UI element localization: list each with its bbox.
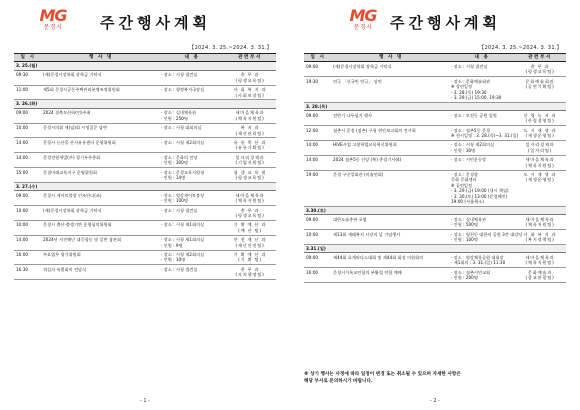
event-details xyxy=(450,77,514,103)
department-line: (일자리팀) xyxy=(527,147,553,153)
event-detail-line: · 장소 : 시청 접견실 xyxy=(161,207,198,213)
event-name: 문경시가톡교연합의 부활절 연합 예배 xyxy=(332,268,450,283)
day-label: 3. 27.(수) xyxy=(14,182,276,190)
event-detail-line: · 장소 : 시청 제2회의실 xyxy=(161,252,205,258)
event-name: (재)문경시장학회 장학금 기탁식 xyxy=(332,62,450,77)
event-time: 19:00 xyxy=(304,170,332,206)
day-label: 3. 28.(목) xyxy=(304,102,566,110)
department-line: 복 지 과 xyxy=(240,125,260,131)
department-line: 새마을체육과 xyxy=(235,110,265,116)
event-department xyxy=(224,220,276,235)
event-time: 10:00 xyxy=(14,206,42,221)
department-line: 문화예술회관 xyxy=(525,78,555,84)
column-header-dept: 관련부서 xyxy=(514,54,566,62)
event-detail-line: · 제1회의 : 3. 31.(일) 11:30 xyxy=(451,260,506,266)
event-detail-line: 19:00 (서울책소) xyxy=(451,199,484,205)
logo-mark: MG xyxy=(349,6,377,25)
event-details xyxy=(450,62,514,77)
department-line: 기 획 예 산 과 xyxy=(233,222,267,228)
event-department xyxy=(514,62,566,77)
event-detail-line: · 장소 : 영강체육공원 대회장 xyxy=(451,254,504,260)
event-name: 문경시 농산물 산지유통센터 운영위원회 xyxy=(42,138,160,153)
day-label: 3. 25.(월) xyxy=(14,62,276,70)
event-name: 연극 「신국민 연극」 상연 xyxy=(332,77,450,103)
schedule-row xyxy=(304,215,566,230)
department-line: (재난안전팀) xyxy=(235,242,265,248)
event-detail-line: · 장소 : 모전동 공원 일원 xyxy=(451,112,497,118)
event-detail-line: · 장소 : 시청 제1회의실 xyxy=(161,237,205,243)
day-header-row xyxy=(304,102,566,110)
schedule-row xyxy=(304,253,566,268)
event-department xyxy=(224,191,276,206)
event-detail-line: · 장소 : 문경향 xyxy=(451,172,478,177)
event-details xyxy=(160,168,224,183)
department-line: (평생교육팀) xyxy=(235,77,265,83)
event-time: 09:00 xyxy=(14,108,42,123)
table-header-row xyxy=(14,54,276,62)
event-detail-line: · 장소 : 문경교육지원청 xyxy=(161,169,205,175)
document-title: 주간행사계획 xyxy=(390,14,501,32)
event-detail-line: · 장소 : 시청 접견실 xyxy=(161,72,198,78)
logo-city-name: 문경시 xyxy=(43,24,63,31)
column-header-event: 행 사 명 xyxy=(42,54,160,62)
event-time: 19:30 xyxy=(304,77,332,103)
event-name: 점촌시 문경 (점촌) 구청 현안보고회의 전시회 xyxy=(332,126,450,141)
page-number: - 2 - xyxy=(430,398,440,404)
event-detail-line: · 인원 : 300명 xyxy=(161,160,188,166)
event-details xyxy=(450,155,514,170)
column-header-time: 일 시 xyxy=(304,54,332,62)
schedule-row xyxy=(14,123,276,138)
event-details xyxy=(160,191,224,206)
city-logo xyxy=(348,8,378,31)
department-line: 도 시 재 생 과 xyxy=(523,172,557,177)
event-name: 문경미래교육지구 운영위원회 xyxy=(42,168,160,183)
event-detail-line: · 장소 : 문화의 전당 xyxy=(161,154,198,160)
event-department xyxy=(514,155,566,170)
logo-city-name: 문경시 xyxy=(353,24,373,31)
schedule-row xyxy=(14,153,276,168)
event-department xyxy=(514,77,566,103)
event-details xyxy=(450,170,514,206)
event-details xyxy=(160,206,224,221)
department-line: 도 시 재 생 과 xyxy=(523,127,557,133)
event-department xyxy=(224,123,276,138)
department-line: 기 획 예 산 과 xyxy=(233,252,267,258)
event-detail-line: · 인원 : 10명 xyxy=(161,257,186,263)
event-detail-line: · 인원 : 30명 xyxy=(451,147,476,153)
schedule-row xyxy=(14,220,276,235)
page-2 xyxy=(290,0,580,410)
event-details xyxy=(160,235,224,250)
event-department xyxy=(514,140,566,155)
department-line: (기 획 팀) xyxy=(238,257,262,263)
column-header-event: 행 사 명 xyxy=(332,54,450,62)
schedule-row xyxy=(14,70,276,85)
event-details xyxy=(160,70,224,85)
day-header-row xyxy=(14,182,276,190)
day-label: 3. 26.(화) xyxy=(14,100,276,108)
department-line: 문화예술과 xyxy=(527,269,553,275)
event-detail-line: · 장소 : 시청 대회의실 xyxy=(161,125,202,131)
schedule-row xyxy=(304,170,566,206)
department-line: (체육지원팀) xyxy=(525,162,555,168)
event-details xyxy=(160,85,224,100)
column-header-time: 일 시 xyxy=(14,54,42,62)
event-detail-line: · 장소 : 실내체육관 xyxy=(451,216,487,222)
event-details xyxy=(160,108,224,123)
department-line: 사 회 복 지 과 xyxy=(523,231,557,237)
department-line: (자치행정팀) xyxy=(235,272,265,278)
event-name: HiVE사업 고향학업교육혁신위원회 xyxy=(332,140,450,155)
department-line: (평생교육팀) xyxy=(235,213,265,219)
schedule-table xyxy=(304,53,566,283)
department-line: 총 무 과 xyxy=(240,72,260,78)
date-range: 【2024. 3. 25.~2024. 3. 31.】 xyxy=(479,45,562,51)
department-line: 평 생 교 육 원 xyxy=(233,169,267,175)
event-department xyxy=(224,265,276,280)
event-detail-line: · 장소 : 시청 접견실 xyxy=(161,266,198,272)
department-line: 일자리경제과 xyxy=(525,142,555,148)
logo-mark: MG xyxy=(39,6,67,25)
event-name: 2024 점촌5동 신당 (북) 총괄기사(4) xyxy=(332,155,450,170)
event-detail-line: · 장소 : 시청 제2회의실 xyxy=(451,142,495,148)
event-name: 주요업무 평가위원회 xyxy=(42,250,160,265)
footnote-line: 해당 부서로 문의하시기 바랍니다. xyxy=(304,379,373,384)
schedule-row xyxy=(14,265,276,280)
event-time: 14:00 xyxy=(14,138,42,153)
event-detail-line: - 3. 29.(금) 19:00 (내시 책임) xyxy=(451,188,509,194)
department-line: 총 무 과 xyxy=(240,207,260,213)
event-detail-line: - 3. 28.(목) 19:30 xyxy=(451,89,487,95)
event-department xyxy=(514,126,566,141)
event-time: 16:00 xyxy=(14,250,42,265)
event-time: 14:00 xyxy=(14,235,42,250)
department-line: 사 회 복 지 과 xyxy=(233,87,267,93)
event-name: 제44회 호계바다스대회 및 제44회 회장 이원회의 xyxy=(332,253,450,268)
event-time: 14:00 xyxy=(14,153,42,168)
event-time: 16:30 xyxy=(14,265,42,280)
department-line: (사회보장팀) xyxy=(235,92,265,98)
footnote xyxy=(304,371,566,385)
department-line: 일자리경제과 xyxy=(235,154,265,160)
schedule-row xyxy=(304,111,566,126)
schedule-row xyxy=(14,191,276,206)
department-line: 총 무 과 xyxy=(530,63,550,69)
department-line: 안 전 재 난 과 xyxy=(233,237,267,243)
event-name: 전반기 나무심기 행사 xyxy=(332,111,450,126)
event-detail-line: · 장소 : 점촌시민교회 xyxy=(451,269,491,275)
department-line: 새마을체육과 xyxy=(525,157,555,163)
department-line: 새마을체육과 xyxy=(525,216,555,222)
schedule-row xyxy=(14,235,276,250)
event-time: 14:00 xyxy=(304,155,332,170)
event-detail-line: · 장소 : 점촌5동 문경 xyxy=(451,127,491,133)
event-name: 적십자 특별회비 전달식 xyxy=(42,265,160,280)
schedule-row xyxy=(14,206,276,221)
event-time: 16:00 xyxy=(304,268,332,283)
event-department xyxy=(224,206,276,221)
event-detail-line: · 장소 : 시청 제2회의실 xyxy=(161,139,205,145)
day-header-row xyxy=(304,206,566,214)
day-header-row xyxy=(14,62,276,70)
event-department xyxy=(514,111,566,126)
department-line: 새마을체육과 xyxy=(525,254,555,260)
event-time: 09:00 xyxy=(304,215,332,230)
event-name: (재)문경시장학회 장학금 기탁식 xyxy=(42,206,160,221)
event-time: 09:00 xyxy=(304,62,332,77)
event-department xyxy=(224,138,276,153)
department-line: (체육지원팀) xyxy=(525,260,555,266)
event-name: 문경시의회 제(임)회 시정질문 답변 xyxy=(42,123,160,138)
department-line: (평생교육팀) xyxy=(525,69,555,75)
event-details xyxy=(450,215,514,230)
event-name: 제5회 문경시공동주택관리분쟁조정위원회 xyxy=(42,85,160,100)
event-detail-line: ※ 전시일정 : 3. 28.(목)~3. 31.(일) xyxy=(451,132,519,138)
event-department xyxy=(224,153,276,168)
schedule-row xyxy=(304,155,566,170)
schedule-row xyxy=(304,77,566,103)
schedule-row xyxy=(304,140,566,155)
event-department xyxy=(514,215,566,230)
event-details xyxy=(160,138,224,153)
event-time: 10:00 xyxy=(14,123,42,138)
event-details xyxy=(160,265,224,280)
event-detail-line: · 인원 : 9명 xyxy=(161,242,183,248)
event-detail-line: · 인원 : 100명 xyxy=(161,198,188,204)
event-name: 문경시 게이트볼장 인조잔디(조) xyxy=(42,191,160,206)
event-details xyxy=(160,153,224,168)
department-line: (복지정책팀) xyxy=(525,237,555,243)
date-range: 【2024. 3. 25.~2024. 3. 31.】 xyxy=(189,45,272,51)
event-details xyxy=(450,253,514,268)
day-header-row xyxy=(14,100,276,108)
column-header-dept: 관련부서 xyxy=(224,54,276,62)
event-department xyxy=(224,250,276,265)
event-name: 2024 경북도산하(민)주최 xyxy=(42,108,160,123)
department-line: (재산관리팀) xyxy=(235,130,265,136)
schedule-row xyxy=(14,250,276,265)
day-label: 3.30.(토) xyxy=(304,206,566,214)
event-detail-line: · 장소 : 영천동 대한의 공원 3층 대강당 xyxy=(451,231,523,237)
department-line: (산림경영팀) xyxy=(525,118,555,124)
event-details xyxy=(450,111,514,126)
event-time: 09:00 xyxy=(14,191,42,206)
event-name: 문경시 출산·출생기반 운영심의위원회 xyxy=(42,220,160,235)
event-details xyxy=(450,268,514,283)
schedule-row xyxy=(304,230,566,245)
event-detail-line: ※ 공연일정 xyxy=(451,182,473,188)
event-detail-line: ※ 상연일정 xyxy=(451,84,473,90)
event-detail-line: · 장소 : 시민운동장 xyxy=(451,157,487,163)
event-details xyxy=(160,220,224,235)
event-detail-line: · 인원 : 250명 xyxy=(161,115,188,121)
column-header-content: 내 용 xyxy=(450,54,514,62)
event-time: 09:00 xyxy=(304,253,332,268)
day-label: 3.31.(일) xyxy=(304,244,566,252)
event-time: 15:00 xyxy=(14,168,42,183)
event-time: 11:00 xyxy=(14,85,42,100)
event-department xyxy=(224,168,276,183)
event-details xyxy=(160,123,224,138)
event-department xyxy=(514,170,566,206)
schedule-table xyxy=(14,53,276,280)
event-detail-line: · 장소 : 시청 접견실 xyxy=(451,63,488,69)
event-detail-line: · 장소 : 영강게이트볼장 xyxy=(161,192,205,198)
event-time: 09:00 xyxy=(304,111,332,126)
event-detail-line: · 장소 : 행정복지국장실 xyxy=(161,87,205,93)
event-department xyxy=(224,235,276,250)
schedule-row xyxy=(14,85,276,100)
schedule-row xyxy=(304,126,566,141)
department-line: (체육지원팀) xyxy=(235,198,265,204)
department-line: 산 림 녹 지 과 xyxy=(523,112,557,118)
department-line: (기업지원팀) xyxy=(235,160,265,166)
event-detail-line: · 장소 : 시청 제1회의실 xyxy=(161,222,205,228)
event-time: 12:00 xyxy=(304,126,332,141)
event-detail-line: - 3. 30.(토) 13:00 (문경해인) xyxy=(451,193,508,199)
event-time: 09:30 xyxy=(14,70,42,85)
department-line: 새마을체육과 xyxy=(235,192,265,198)
event-department xyxy=(224,85,276,100)
event-department xyxy=(514,268,566,283)
event-department xyxy=(224,70,276,85)
page-number: - 1 - xyxy=(140,398,150,404)
event-time: 14:00 xyxy=(304,140,332,155)
event-name: 제13회 재래복지 시장의 날 기념행사 xyxy=(332,230,450,245)
schedule-row xyxy=(14,168,276,183)
department-line: (재생운영팀) xyxy=(525,177,555,183)
event-detail-line: 문화 문화센터 xyxy=(451,177,477,183)
department-line: (종교관광팀) xyxy=(525,275,555,281)
schedule-row xyxy=(304,62,566,77)
column-header-content: 내 용 xyxy=(160,54,224,62)
event-time: 10:00 xyxy=(304,230,332,245)
event-detail-line: · 인원 : 14명 xyxy=(161,175,186,180)
footnote-line: ※ 상기 행사는 사정에 따라 일정이 변경 또는 취소될 수 있으며 자세한 사항은 xyxy=(304,372,461,377)
event-name: 문경전원개발(주) 경기우주총회 xyxy=(42,153,160,168)
department-line: (재생운영팀) xyxy=(525,132,555,138)
event-detail-line: · 인원 : 100명 xyxy=(451,237,478,243)
city-logo xyxy=(38,8,68,31)
department-line: 유 통 축 산 과 xyxy=(233,139,267,145)
schedule-row xyxy=(304,268,566,283)
event-time: 10:00 xyxy=(14,220,42,235)
document-title: 주간행사계획 xyxy=(100,14,211,32)
department-line: (공연기획팀) xyxy=(525,84,555,90)
department-line: 총 무 과 xyxy=(240,266,260,272)
event-details xyxy=(450,126,519,141)
event-name: 2024년 지진해난 대응합동 및 일반 참관회 xyxy=(42,235,160,250)
department-line: (체육지원팀) xyxy=(525,222,555,228)
department-line: (예 산 팀) xyxy=(238,227,262,233)
table-header-row xyxy=(304,54,566,62)
event-details xyxy=(450,230,523,245)
department-line: (체육지원팀) xyxy=(235,115,265,121)
schedule-row xyxy=(14,108,276,123)
event-name: 문경 구중앙회관 (미술연회) xyxy=(332,170,450,206)
department-line: (유통기획팀) xyxy=(235,145,265,151)
event-name: 대한도술총판 포럼 xyxy=(332,215,450,230)
event-detail-line: · 장소 : 실내체육관 xyxy=(161,110,197,116)
department-line: (평생교육팀) xyxy=(235,175,265,180)
event-detail-line: · 인원 : 500명 xyxy=(451,222,478,228)
event-details xyxy=(160,250,224,265)
event-details xyxy=(450,140,514,155)
event-name: (재)문경시장학회 장학금 기탁식 xyxy=(42,70,160,85)
event-detail-line: · 인원 : 200명 xyxy=(451,275,478,281)
event-detail-line: · 장소 : 문화예술회관 xyxy=(451,78,491,84)
event-detail-line: - 3. 29.(금) 15:00, 19:30 xyxy=(451,94,502,100)
schedule-row xyxy=(14,138,276,153)
day-header-row xyxy=(304,244,566,252)
event-department xyxy=(514,253,566,268)
event-department xyxy=(224,108,276,123)
